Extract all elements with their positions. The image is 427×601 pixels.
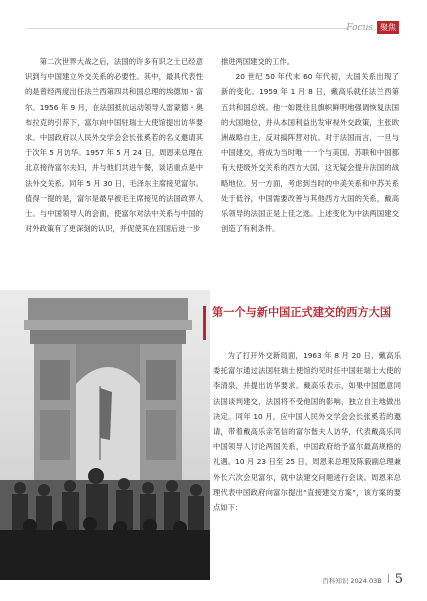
header-rule — [28, 28, 348, 29]
header-english-label: Focus — [346, 22, 373, 33]
header-chinese-label: 聚焦 — [377, 21, 399, 34]
right-column — [221, 54, 399, 236]
section-body — [213, 348, 401, 515]
paragraph: 第二次世界大战之后，法国的许多有识之士已经意识到与中国建立外交关系的必要性。其中，最具代表性的是曾经两度出任法兰西第四共和国总理的埃德加・富尔。1956 年 9 月，在法国抵抗运动领导人雷蒙德・奥布拉克的引荐下，富尔向中国驻瑞士大使馆提出访华要求。中国政府以人民外交学会会长张奚若的名义邀请其于次年 5 月访华。1957 年 5 月 24 日，周恩来总理在北京接待富尔夫妇，并与他们共进午餐，谈话重点是中法外交关系。同年 5 月 30 日，毛泽东主席接见富尔。值得一提的是，富尔是最早被毛主席接见的法国政界人士。与中国领导人的会面，使富尔对法中关系与中国的对外政策有了更深刻的认识，并促使其在回国后进一步 — [25, 57, 203, 234]
section-heading: 第一个与新中国正式建交的西方大国 — [212, 305, 392, 319]
footer-publication-label: 百科知识 2024.03B — [322, 577, 382, 585]
page-footer — [322, 572, 403, 587]
paragraph: 为了打开外交新局面，1963 年 8 月 20 日，戴高乐委托富尔通过法国驻瑞士使馆约见时任中国驻瑞士大使的李清泉，并提出访华要求。戴高乐表示，如果中国愿意同法国谈判建交，法国将不受他国的影响，独立自主地做出决定。同年 10 月，应中国人民外交学会会长张奚若的邀请，带着戴高乐亲笔信的富尔偕夫人访华，代表戴高乐同中国领导人讨论两国关系，中国政府给予富尔最高规格的礼遇。10 月 23 日至 25 日，周恩来总理及陈毅副总理兼外长六次会见富尔，就中法建交问题进行会谈。周恩来总理代表中国政府向富尔提出“直接建交方案”，该方案的要点如下： — [213, 351, 401, 513]
section-accent-bar — [203, 306, 206, 340]
paragraph: 20 世纪 50 年代末 60 年代初，大国关系出现了新的变化。1959 年 1 月 8 日，戴高乐就任法兰西第五共和国总统。他一如既往且旗帜鲜明地强调恢复法国的大国地位，并从本国利益出发审视外交政策，主张欧洲战略自主，反对搞阵营对抗。对于法国而言，一旦与中国建交，将成为当时唯一一个与美国、苏联和中国都有大使级外交关系的西方大国，这无疑会提升法国的战略地位。另一方面，考虑到当时的中美关系和中苏关系处于低谷，中国需要改善与其他西方大国的关系，戴高乐领导的法国正是上佳之选。上述变化为中法两国建交创造了有利条件。 — [221, 72, 399, 234]
arc-de-triomphe-photo — [0, 290, 210, 580]
footer-divider — [388, 574, 389, 583]
photo-illustration — [0, 290, 210, 580]
column-header — [346, 20, 399, 35]
paragraph: 推进两国建交的工作。 — [221, 57, 294, 66]
page-number: 5 — [394, 572, 403, 587]
left-column — [25, 54, 203, 236]
